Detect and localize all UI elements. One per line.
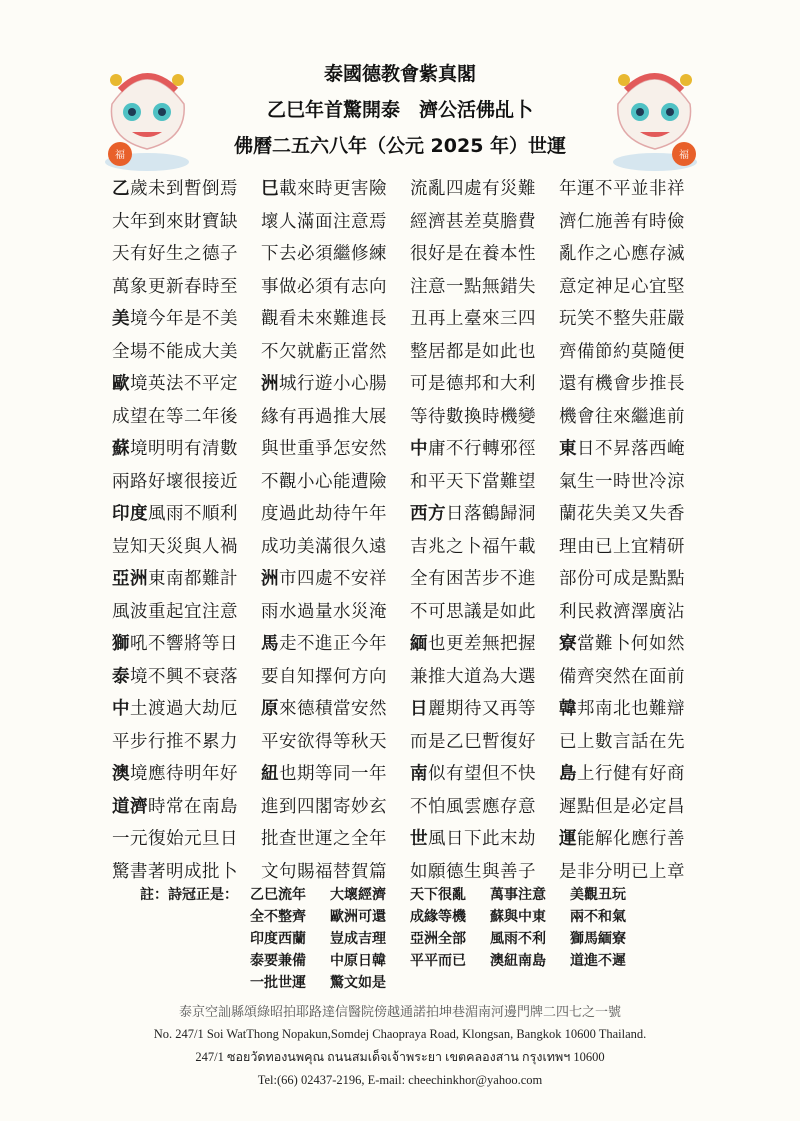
poem-line-text: 吼不響將等日 (130, 634, 238, 654)
poem-line (559, 206, 708, 239)
poem-line (261, 693, 410, 726)
notes-item: 道進不遲 (570, 953, 626, 969)
poem-line-text: 庸不行轉邪徑 (428, 439, 536, 459)
poem-head-char: 歐 (112, 374, 130, 394)
poem-line (410, 173, 559, 206)
notes-item: 萬事注意 (490, 887, 546, 903)
poem-line-text: 氣生一時世冷涼 (559, 471, 685, 492)
poem-line-text: 備齊突然在面前 (559, 666, 685, 687)
poem-line (261, 466, 410, 499)
notes-item: 大壞經濟 (330, 887, 386, 903)
poem-line (261, 433, 410, 466)
poem-line (112, 433, 261, 466)
poem-line (559, 596, 708, 629)
poem-line-text: 吉兆之卜福午載 (410, 536, 536, 557)
notes-item: 天下很亂 (410, 887, 466, 903)
header-subtitle: 乙巳年首驚開泰 濟公活佛乩卜 (266, 99, 533, 121)
poem-line-text: 萬象更新春時至 (112, 276, 238, 297)
mascot-left-label: 福 (115, 150, 125, 161)
header-year: 佛曆二五六八年（公元 2025 年）世運 (233, 135, 567, 157)
poem-line-text: 批查世運之全年 (261, 829, 387, 849)
poem-line-text: 玩笑不整失莊嚴 (559, 309, 685, 329)
poem-line-text: 日落鶴歸洞 (446, 504, 536, 524)
poem-line-text: 不怕風雲應存意 (410, 796, 536, 817)
poem-head-char: 獅 (112, 634, 130, 654)
poem-line (261, 206, 410, 239)
poem-line (410, 206, 559, 239)
poem-line (559, 823, 708, 856)
poem-line-text: 意定神足心宜堅 (559, 276, 685, 297)
poem-line-text: 上行健有好商 (577, 764, 685, 784)
notes-item: 豈成吉理 (330, 931, 386, 947)
poem-line-text: 也期等同一年 (279, 764, 387, 784)
poem-line (261, 368, 410, 401)
poem-line (112, 693, 261, 726)
poem-line-text: 亂作之心應存滅 (559, 244, 685, 264)
poem-line-text: 流亂四處有災難 (410, 179, 536, 199)
poem-line-text: 如願德生與善子 (410, 861, 536, 882)
poem-line-text: 歲未到暫倒焉 (130, 179, 238, 199)
poem-line (261, 303, 410, 336)
poem-line-text: 丑再上臺來三四 (410, 309, 536, 329)
poem-line (112, 628, 261, 661)
poem-line (261, 726, 410, 759)
poem-line (559, 758, 708, 791)
poem-line (559, 466, 708, 499)
poem-line-text: 觀看未來難進長 (261, 309, 387, 329)
poem-line (112, 238, 261, 271)
poem-head-char: 原 (261, 699, 279, 719)
poem-line-text: 來德積當安然 (279, 699, 387, 719)
poem-head-char: 世 (410, 829, 428, 849)
notes-item: 兩不和氣 (570, 909, 626, 925)
poem-line-text: 與世重爭怎安然 (261, 439, 387, 459)
poem-line-text: 下去必須繼修練 (261, 244, 387, 264)
notes-item: 獅馬緬寮 (570, 931, 626, 947)
poem-line-text: 東南都難計 (148, 569, 238, 589)
poem-head-char: 亞洲 (112, 569, 148, 589)
poem-head-char: 東 (559, 439, 577, 459)
poem-head-char: 澳 (112, 764, 130, 784)
notes-item: 一批世運 (250, 975, 306, 991)
poem-line-text: 境應待明年好 (130, 764, 238, 784)
poem-head-char: 紐 (261, 764, 279, 784)
poem-line (112, 791, 261, 824)
poem-head-char: 蘇 (112, 439, 130, 459)
poem-line-text: 豈知天災與人禍 (112, 536, 238, 557)
poem-head-char: 印度 (112, 504, 148, 524)
poem-head-char: 西方 (410, 504, 446, 524)
poem-line (112, 303, 261, 336)
poem-line-text: 成功美滿很久遠 (261, 536, 387, 557)
poem-line-text: 境明明有清數 (130, 439, 238, 459)
notes-item: 風雨不利 (490, 931, 546, 947)
poem-line-text: 全場不能成大美 (112, 341, 238, 362)
poem-head-char: 寮 (559, 634, 577, 654)
poem-line-text: 注意一點無錯失 (410, 276, 536, 297)
poem-line-text: 事做必須有志向 (261, 276, 387, 297)
poem-line-text: 部份可成是點點 (559, 569, 685, 589)
poem-line (410, 726, 559, 759)
footer-contact: Tel:(66) 02437-2196, E-mail: cheechinkhor@yahoo.com (257, 1073, 543, 1087)
poem-line (112, 661, 261, 694)
poem-line (559, 271, 708, 304)
poem-head-char: 緬 (410, 634, 428, 654)
poem-line-text: 年運不平並非祥 (559, 179, 685, 199)
poem-head-char: 美 (112, 309, 130, 329)
poem-line (410, 466, 559, 499)
poem-line-text: 已上數言話在先 (559, 731, 685, 752)
poem-line-text: 市四處不安祥 (279, 569, 387, 589)
poem-line-text: 載來時更害險 (279, 179, 387, 199)
poem-line (559, 726, 708, 759)
poem-line-text: 當難卜何如然 (577, 634, 685, 654)
poem-line (410, 791, 559, 824)
poem-line-text: 風雨不順利 (148, 504, 238, 524)
poem-head-char: 馬 (261, 634, 279, 654)
poem-head-char: 中 (410, 439, 428, 459)
poem-line (261, 336, 410, 369)
poem-line-text: 可是德邦和大利 (410, 374, 536, 394)
notes-item: 美觀丑玩 (570, 887, 626, 903)
poem-line-text: 很好是在養本性 (410, 244, 536, 264)
poem-line-text: 天有好生之德子 (112, 244, 238, 264)
notes-item: 平平而已 (410, 953, 466, 969)
poem-line (261, 238, 410, 271)
poem-line (559, 693, 708, 726)
poem-line-text: 也更差無把握 (428, 634, 536, 654)
poem-line (410, 368, 559, 401)
poem-line-text: 走不進正今年 (279, 634, 387, 654)
poem-line-text: 全有困苦步不進 (410, 569, 536, 589)
poem-head-char: 泰 (112, 666, 130, 687)
notes-item: 蘇與中東 (490, 909, 546, 925)
poem-line (112, 498, 261, 531)
footer (0, 1000, 800, 1092)
poem-line-text: 大年到來財寶缺 (112, 211, 238, 232)
notes-item: 印度西蘭 (250, 931, 306, 947)
poem-line (112, 401, 261, 434)
poem-line (112, 466, 261, 499)
poem-line-text: 風日下此末劫 (428, 829, 536, 849)
poem-head-char: 乙 (112, 179, 130, 199)
poem-line-text: 蘭花失美又失香 (559, 504, 685, 524)
poem-line-text: 利民救濟澤廣沾 (559, 601, 685, 622)
notes-item: 成緣等機 (410, 909, 466, 925)
poem-line (112, 596, 261, 629)
poem-line (261, 401, 410, 434)
poem-grid (112, 173, 708, 888)
poem-head-char: 洲 (261, 374, 279, 394)
poem-line (112, 531, 261, 564)
poem-line (559, 303, 708, 336)
poem-line (261, 661, 410, 694)
mascot-right-label: 福 (679, 150, 689, 161)
notes-item: 泰要兼備 (250, 953, 306, 969)
poem-line (559, 498, 708, 531)
poem-line-text: 城行遊小心腸 (279, 374, 387, 394)
poem-head-char: 島 (559, 764, 577, 784)
footer-address-thai: 247/1 ซอยวัดทองนพคุณ ถนนสมเด็จเจ้าพระยา เขตคลองสาน กรุงเทพฯ 10600 (195, 1050, 605, 1064)
notes-item: 亞洲全部 (410, 931, 466, 947)
poem-line (261, 563, 410, 596)
poem-line-text: 要自知擇何方向 (261, 666, 387, 687)
poem-line-text: 不欠就虧正當然 (261, 341, 387, 362)
poem-line (410, 628, 559, 661)
poem-line (559, 628, 708, 661)
poem-head-char: 韓 (559, 699, 577, 719)
poem-line (112, 726, 261, 759)
poem-line (112, 823, 261, 856)
poem-line-text: 成望在等二年後 (112, 406, 238, 427)
poem-line-text: 能解化應行善 (577, 829, 685, 849)
poem-line (559, 531, 708, 564)
poem-line-text: 齊備節約莫隨便 (559, 341, 685, 362)
poem-line (559, 433, 708, 466)
poem-line (559, 173, 708, 206)
poem-line (261, 596, 410, 629)
document-header (200, 56, 600, 164)
poem-line (112, 271, 261, 304)
poem-line (410, 336, 559, 369)
footer-address-english: No. 247/1 Soi WatThong Nopakun,Somdej Chaopraya Road, Klongsan, Bangkok 10600 Thailand. (153, 1027, 647, 1041)
poem-line-text: 日不昇落西崦 (577, 439, 685, 459)
poem-line (410, 823, 559, 856)
poem-line (410, 271, 559, 304)
poem-line (559, 401, 708, 434)
notes-item: 全不整齊 (250, 909, 306, 925)
poem-line (261, 531, 410, 564)
poem-line (410, 303, 559, 336)
poem-line-text: 驚書著明成批卜 (112, 861, 238, 882)
poem-line-text: 緣有再過推大展 (261, 406, 387, 427)
poem-line-text: 不可思議是如此 (410, 601, 536, 622)
poem-line (410, 661, 559, 694)
notes-label: 註：詩冠正是： (140, 887, 238, 903)
poem-line (112, 206, 261, 239)
poem-line-text: 而是乙巳暫復好 (410, 731, 536, 752)
poem-line (410, 596, 559, 629)
poem-line (261, 628, 410, 661)
poem-line (559, 791, 708, 824)
poem-line-text: 還有機會步推長 (559, 374, 685, 394)
poem-head-char: 巳 (261, 179, 279, 199)
notes-item: 乙巳流年 (250, 887, 306, 903)
poem-head-char: 中 (112, 699, 130, 719)
poem-head-char: 洲 (261, 569, 279, 589)
poem-line-text: 度過此劫待午年 (261, 504, 387, 524)
lion-dance-mascot-left-icon (92, 44, 202, 174)
poem-line (112, 173, 261, 206)
poem-line-text: 機會往來繼進前 (559, 406, 685, 427)
notes-item: 澳紐南島 (490, 953, 546, 969)
poem-line-text: 進到四閣寄妙玄 (261, 796, 387, 817)
notes-grid (250, 884, 650, 994)
poem-line-text: 境今年是不美 (130, 309, 238, 329)
poem-line (410, 433, 559, 466)
poem-line (410, 531, 559, 564)
poem-line-text: 境英法不平定 (130, 374, 238, 394)
notes-item: 驚文如是 (330, 975, 386, 991)
notes-item: 歐洲可還 (330, 909, 386, 925)
poem-line (112, 758, 261, 791)
poem-line (261, 271, 410, 304)
footer-address-chinese: 泰京空訕縣頌綠昭拍耶路達信醫院傍越通諾拍坤巷湄南河邊門牌二四七之一號 (178, 1004, 621, 1019)
poem-line-text: 一元復始元旦日 (112, 829, 238, 849)
notes-item: 中原日韓 (330, 953, 386, 969)
poem-line-text: 土渡過大劫厄 (130, 699, 238, 719)
poem-line-text: 雨水過量水災淹 (261, 601, 387, 622)
poem-line-text: 遲點但是必定昌 (559, 796, 685, 817)
poem-line (559, 563, 708, 596)
poem-line (410, 498, 559, 531)
poem-line (410, 693, 559, 726)
poem-line (112, 563, 261, 596)
poem-line-text: 和平天下當難望 (410, 471, 536, 492)
poem-line-text: 平步行推不累力 (112, 731, 238, 752)
poem-line (559, 336, 708, 369)
poem-line (261, 823, 410, 856)
poem-line-text: 不觀小心能遭險 (261, 471, 387, 492)
poem-line-text: 境不興不衰落 (130, 666, 238, 687)
lion-dance-mascot-right-icon (600, 44, 710, 174)
poem-line (410, 238, 559, 271)
poem-line (559, 238, 708, 271)
poem-line-text: 兼推大道為大選 (410, 666, 536, 687)
poem-line (261, 173, 410, 206)
poem-line (112, 336, 261, 369)
poem-line-text: 整居都是如此也 (410, 341, 536, 362)
poem-line-text: 似有望但不快 (428, 764, 536, 784)
poem-line-text: 文句賜福替賀篇 (261, 861, 387, 882)
poem-line-text: 麗期待又再等 (428, 699, 536, 719)
poem-line-text: 是非分明已上章 (559, 861, 685, 882)
poem-head-char: 運 (559, 829, 577, 849)
header-title: 泰國德教會紫真閣 (323, 63, 476, 85)
poem-head-char: 道濟 (112, 796, 148, 817)
poem-line (559, 661, 708, 694)
poem-line-text: 平安欲得等秋天 (261, 731, 387, 752)
poem-line-text: 等待數換時機變 (410, 406, 536, 427)
poem-line (410, 401, 559, 434)
poem-line-text: 兩路好壞很接近 (112, 471, 238, 492)
poem-line (261, 498, 410, 531)
poem-line-text: 經濟甚差莫膽費 (410, 211, 536, 232)
poem-line (410, 758, 559, 791)
poem-line (559, 368, 708, 401)
poem-line-text: 濟仁施善有時儉 (559, 211, 685, 232)
poem-line-text: 時常在南島 (148, 796, 238, 817)
poem-line-text: 壞人滿面注意焉 (261, 211, 387, 232)
poem-line (410, 563, 559, 596)
poem-line-text: 邦南北也難辯 (577, 699, 685, 719)
poem-line-text: 理由已上宜精研 (559, 536, 685, 557)
poem-head-char: 日 (410, 699, 428, 719)
poem-line (112, 368, 261, 401)
poem-head-char: 南 (410, 764, 428, 784)
poem-line (261, 791, 410, 824)
poem-line (261, 758, 410, 791)
poem-line-text: 風波重起宜注意 (112, 601, 238, 622)
